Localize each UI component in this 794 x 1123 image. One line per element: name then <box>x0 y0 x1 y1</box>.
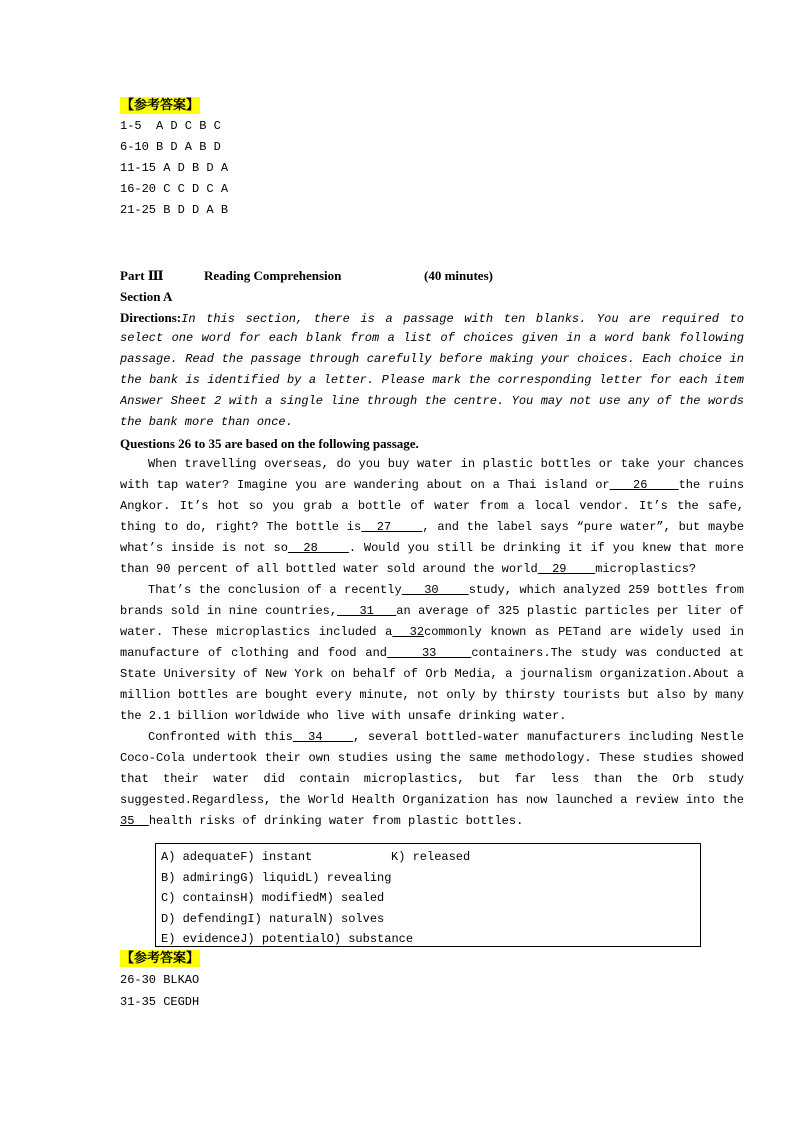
directions-line <box>120 307 744 328</box>
answer-blank: 30 <box>401 583 469 597</box>
passage-line <box>120 538 744 559</box>
answer-blank: 35 <box>120 814 149 828</box>
word-bank-row: B) admiringG) liquidL) revealing <box>161 870 392 885</box>
answer-key-1 <box>120 95 744 221</box>
answer-line: 6-10 B D A B D <box>120 140 221 154</box>
reading-section <box>120 265 744 832</box>
passage-line <box>120 454 744 475</box>
passage-line <box>120 475 744 496</box>
section-title: Section A <box>120 289 173 304</box>
passage-text: When travelling overseas, do you buy water in plastic bottles or take your chances <box>148 457 744 471</box>
passage-text: with tap water? Imagine you are wandering about on a Thai island or <box>120 478 610 492</box>
passage-text: Confronted with this <box>148 730 293 744</box>
passage-line <box>120 727 744 748</box>
passage-text: brands sold in nine countries, <box>120 604 338 618</box>
answer-line: 16-20 C C D C A <box>120 182 229 196</box>
passage-line <box>120 790 744 811</box>
passage-text: thing to do, right? The bottle is <box>120 520 362 534</box>
passage-line <box>120 706 744 727</box>
passage-line <box>120 643 744 664</box>
passage-text: That’s the conclusion of a recently <box>148 583 402 597</box>
answer-blank: 28 <box>287 541 349 555</box>
answer-blank: 34 <box>292 730 354 744</box>
directions-label: Directions: <box>120 310 182 325</box>
passage-line <box>120 769 744 790</box>
answer-blank: 32 <box>392 625 425 639</box>
passage-line <box>120 664 744 685</box>
part-heading <box>120 265 744 286</box>
answer-key-header: 【参考答案】 <box>121 951 200 966</box>
directions-text: In this section, there is a passage with ten blanks. You are required to <box>181 312 744 326</box>
answer-line: 31-35 CEGDH <box>120 995 200 1009</box>
answer-line: 21-25 B D D A B <box>120 203 229 217</box>
answer-blank: 29 <box>537 562 596 576</box>
directions-line: the bank is identified by a letter. Please mark the corresponding letter for each item <box>120 373 744 387</box>
part-title: Reading Comprehension <box>204 268 342 283</box>
passage-text: containers.The study was conducted at <box>471 646 744 660</box>
passage-text: , and the label says “pure water”, but maybe <box>422 520 744 534</box>
answer-line: 11-15 A D B D A <box>120 161 229 175</box>
passage-text: million bottles are bought every minute, not only by thirsty tourists but also by many <box>120 688 744 702</box>
word-bank-row: C) containsH) modifiedM) sealed <box>161 891 385 906</box>
passage-text: study, which analyzed 259 bottles from <box>468 583 744 597</box>
word-bank-row: A) adequateF) instant <box>161 850 313 864</box>
passage-line <box>120 496 744 517</box>
answer-blank: 26 <box>609 478 679 492</box>
passage-line <box>120 622 744 643</box>
passage-text: than 90 percent of all bottled water sold around the world <box>120 562 538 576</box>
directions-line: select one word for each blank from a list of choices given in a word bank following <box>120 331 744 345</box>
passage-text: commonly known as PETand are widely used in <box>424 625 744 639</box>
passage-text: the 2.1 billion worldwide who live with unsafe drinking water. <box>120 709 567 723</box>
passage-line <box>120 601 744 622</box>
passage-text: health risks of drinking water from plastic bottles. <box>148 814 524 828</box>
word-bank-item: K) released <box>391 850 471 864</box>
passage-line <box>120 580 744 601</box>
word-bank-row: D) defendingI) naturalN) solves <box>161 911 385 926</box>
word-bank-row: E) evidenceJ) potentialO) substance <box>161 932 414 947</box>
questions-intro: Questions 26 to 35 are based on the following passage. <box>120 436 419 451</box>
passage-line <box>120 811 744 832</box>
passage-text: State University of New York on behalf of Orb Media, a journalism organization.About a <box>120 667 744 681</box>
passage-line <box>120 517 744 538</box>
part-label: Part Ⅲ <box>120 268 164 283</box>
passage-text: manufacture of clothing and food and <box>120 646 387 660</box>
directions-line: the bank more than once. <box>120 415 293 429</box>
passage-text: what’s inside is not so <box>120 541 288 555</box>
passage-text: Coco-Cola undertook their own studies using the same methodology. These studies showed <box>120 751 744 765</box>
passage-text: that their water did contain microplastics, but far less than the Orb study <box>120 772 744 786</box>
passage-text: water. These microplastics included a <box>120 625 393 639</box>
answer-key-header: 【参考答案】 <box>121 98 200 113</box>
directions-line: Answer Sheet 2 with a single line through the centre. You may not use any of the words <box>120 394 744 408</box>
answer-blank: 27 <box>361 520 423 534</box>
passage-text: microplastics? <box>595 562 697 576</box>
passage-line <box>120 748 744 769</box>
passage-text: the ruins <box>678 478 744 492</box>
answer-line: 26-30 BLKAO <box>120 973 200 987</box>
answer-key-2 <box>120 948 744 1013</box>
passage-text: Angkor. It’s hot so you grab a bottle of water from a local vendor. It’s the safe, <box>120 499 744 513</box>
part-time: (40 minutes) <box>424 268 493 283</box>
passage <box>120 454 744 832</box>
passage-line <box>120 559 744 580</box>
answer-line: 1-5 A D C B C <box>120 119 221 133</box>
answer-blank: 33 <box>386 646 472 660</box>
word-bank <box>155 843 701 947</box>
passage-text: . Would you still be drinking it if you knew that more <box>348 541 744 555</box>
directions-line: passage. Read the passage through carefully before making your choices. Each choice in <box>120 352 744 366</box>
passage-text: , several bottled-water manufacturers including Nestle <box>353 730 744 744</box>
passage-text: an average of 325 plastic particles per liter of <box>396 604 744 618</box>
answer-blank: 31 <box>337 604 397 618</box>
passage-text: suggested.Regardless, the World Health Organization has now launched a review into the <box>120 793 744 807</box>
passage-line <box>120 685 744 706</box>
